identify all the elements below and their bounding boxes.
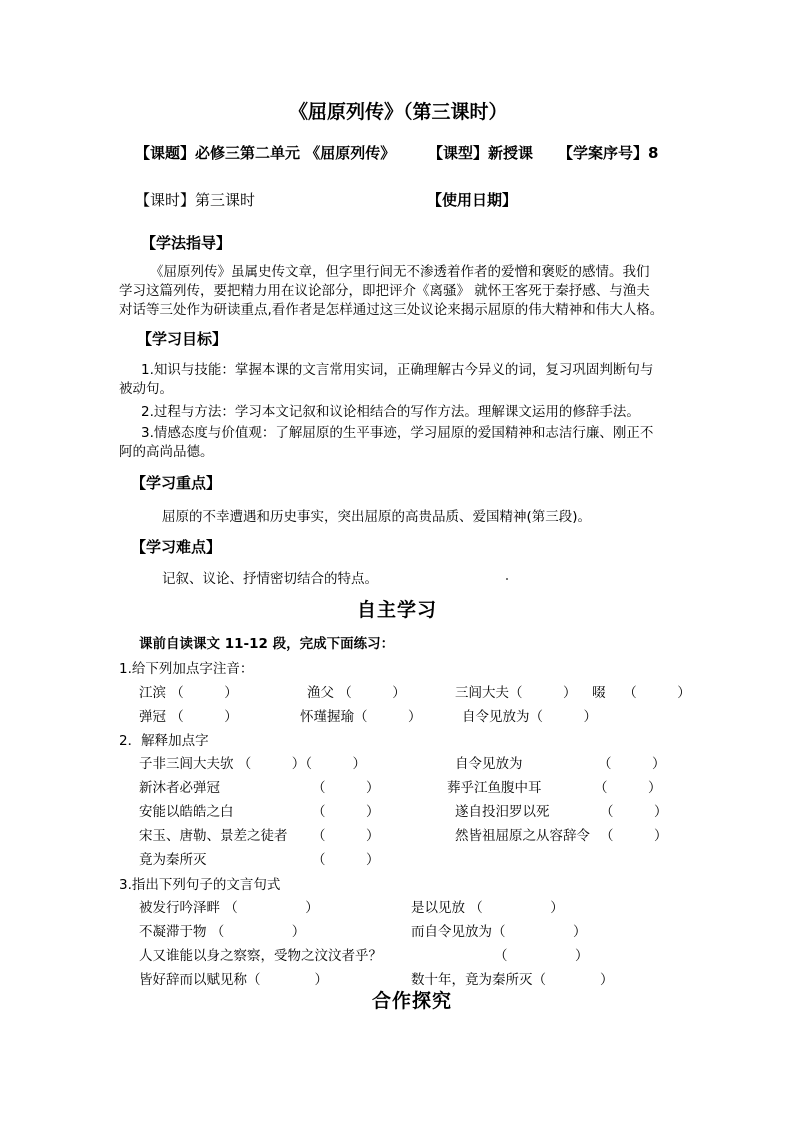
method-heading: 【学法指导】 xyxy=(141,234,232,252)
q2-item: 安能以皓皓之白 xyxy=(139,804,234,820)
q2-item: 然皆祖屈原之从容辞令 xyxy=(455,828,590,844)
goals-line: 被动句。 xyxy=(119,381,173,397)
q1-item: 啜 （ ） xyxy=(592,685,691,701)
meta-period: 【课时】第三课时 xyxy=(135,191,256,209)
goals-line: 阿的高尚品德。 xyxy=(119,444,214,460)
q3-item: 皆好辞而以赋见称（ ） xyxy=(139,972,328,988)
method-line: 对话等三处作为研读重点,看作者是怎样通过这三处议论来揭示屈原的伟大精神和伟大人格。 xyxy=(119,302,664,318)
cooperation-heading: 合作探究 xyxy=(372,990,453,1012)
q3-item: 被发行吟泽畔 （ ） xyxy=(139,900,319,916)
goals-line: 2.过程与方法：学习本文记叙和议论相结合的写作方法。理解课文运用的修辞手法。 xyxy=(141,404,640,420)
q2-label: 2．解释加点字 xyxy=(119,733,209,749)
q1-label: 1.给下列加点字注音： xyxy=(119,661,254,677)
q3-item: （ ） xyxy=(494,948,589,964)
method-line: 《屈原列传》虽属史传文章，但字里行间无不渗透着作者的爱憎和褒贬的感情。我们 xyxy=(150,264,650,280)
q1-item: 渔父 （ ） xyxy=(307,685,406,701)
goals-line: 3.情感态度与价值观：了解屈原的生平事迹，学习屈原的爱国精神和志洁行廉、刚正不 xyxy=(141,425,654,441)
q2-item: （ ） xyxy=(600,804,668,820)
q3-item: 人又谁能以身之察察，受物之汶汶者乎？ xyxy=(139,948,382,964)
q1-item: 弹冠 （ ） xyxy=(139,709,238,725)
q2-item: 子非三闾大夫欤 （ ）（ ） xyxy=(139,756,367,772)
q2-item: （ ） xyxy=(312,828,380,844)
q3-item: 数十年，竟为秦所灭（ ） xyxy=(411,972,614,988)
q2-item: （ ） xyxy=(312,804,380,820)
q2-item: 竟为秦所灭 xyxy=(139,852,207,868)
q3-item: 不凝滞于物 （ ） xyxy=(139,924,306,940)
q1-item: 怀瑾握瑜（ ） xyxy=(300,709,422,725)
q2-item: 葬乎江鱼腹中耳 xyxy=(447,780,542,796)
self-study-intro: 课前自读课文 11-12 段，完成下面练习： xyxy=(139,636,395,652)
meta-type: 【课型】新授课 xyxy=(428,144,534,162)
q3-item: 而自令见放为（ ） xyxy=(411,924,587,940)
stray-mark xyxy=(506,578,508,580)
q2-item: （ ） xyxy=(312,780,380,796)
q3-label: 3.指出下列句子的文言句式 xyxy=(119,877,281,893)
meta-seq: 【学案序号】8 xyxy=(558,144,659,162)
meta-date: 【使用日期】 xyxy=(427,191,518,209)
goals-heading: 【学习目标】 xyxy=(137,330,228,348)
q2-item: （ ） xyxy=(600,828,668,844)
q2-item: 遂自投汨罗以死 xyxy=(455,804,550,820)
q1-item: 自令见放为（ ） xyxy=(462,709,597,725)
q3-item: 是以见放 （ ） xyxy=(411,900,564,916)
q2-item: （ ） xyxy=(312,852,380,868)
q2-item: 宋玉、唐勒、景差之徒者 xyxy=(139,828,288,844)
q2-item: 自令见放为 xyxy=(455,756,523,772)
key-text: 屈原的不幸遭遇和历史事实，突出屈原的高贵品质、爱国精神(第三段)。 xyxy=(162,509,592,525)
q1-item: 江滨 （ ） xyxy=(139,685,238,701)
q2-item: （ ） xyxy=(594,780,662,796)
page-title: 《屈原列传》（第三课时） xyxy=(289,101,508,123)
meta-topic: 【课题】必修三第二单元 《屈原列传》 xyxy=(135,144,396,162)
goals-line: 1.知识与技能：掌握本课的文言常用实词，正确理解古今异义的词，复习巩固判断句与 xyxy=(141,362,654,378)
difficult-heading: 【学习难点】 xyxy=(131,538,222,556)
key-heading: 【学习重点】 xyxy=(131,474,222,492)
q1-item: 三闾大夫（ ） xyxy=(455,685,577,701)
difficult-text: 记叙、议论、抒情密切结合的特点。 xyxy=(162,571,378,587)
self-study-heading: 自主学习 xyxy=(357,599,438,621)
method-line: 学习这篇列传，要把精力用在议论部分，即把评介《离骚》 就怀王客死于秦抒感、与渔夫 xyxy=(119,283,650,299)
q2-item: （ ） xyxy=(598,756,666,772)
q2-item: 新沐者必弹冠 xyxy=(139,780,220,796)
